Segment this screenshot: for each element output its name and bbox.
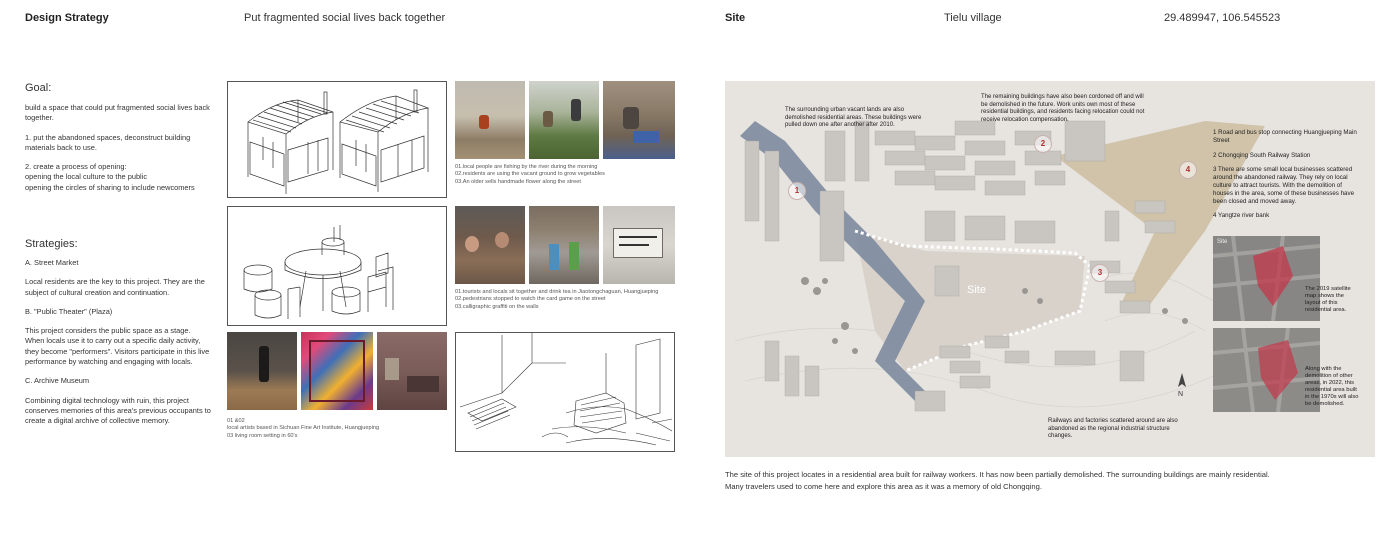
legend-item-3: 3 There are some small local businesses scattered around the abandoned railway. They rely on local culture to attract tourists. With the demolition of houses in the area, some of these businesses have been closed and moved away. — [1213, 166, 1355, 205]
photo-card-game — [529, 206, 599, 284]
satellite-2019-illustration — [1213, 236, 1320, 321]
satellite-map-2022 — [1213, 328, 1320, 412]
photo-row-1 — [455, 81, 675, 159]
site-description: The site of this project locates in a residential area built for railway workers. It has now been partially demolished. The surrounding buildings are mainly residential. Many travelers used to come here and explore this area as it was a memory of old Chongqing. — [725, 470, 1270, 491]
page-title-design-strategy: Design Strategy — [25, 12, 109, 24]
strategies-section — [25, 238, 211, 427]
map-marker-3: 3 — [1091, 264, 1109, 282]
photo-living-room — [377, 332, 447, 410]
annotation-vacant-lands: The surrounding urban vacant lands are also demolished residential areas. These buildings were pulled down one after another after 2010. — [785, 107, 922, 129]
site-label: Site — [967, 284, 986, 296]
caption-row-3 — [227, 418, 449, 440]
page-subtitle: Put fragmented social lives back together — [244, 12, 446, 24]
caption-line: 03.calligraphic graffiti on the walls — [455, 303, 539, 310]
map-marker-2: 2 — [1034, 135, 1052, 153]
caption-line: local artists based in Sichuan Fine Art Institute, Huangjueping — [227, 425, 380, 432]
legend-item-4: 4 Yangtze river bank — [1213, 212, 1270, 220]
street-market-drawing — [227, 81, 447, 198]
photo-artist — [227, 332, 297, 410]
satellite-site-label: Site — [1217, 239, 1228, 245]
caption-row-1 — [455, 164, 677, 186]
annotation-railways: Railways and factories scattered around are also abandoned as the regional industrial structure changes. — [1048, 418, 1178, 440]
market-canopy-illustration — [228, 82, 447, 198]
satellite-map-2019 — [1213, 236, 1320, 321]
legend-item-1: 1 Road and bus stop connecting Huangjueping Main Street — [1213, 129, 1357, 144]
legend-item-2: 2 Chongqing South Railway Station — [1213, 151, 1311, 159]
strategy-a-title: A. Street Market — [25, 258, 79, 267]
caption-line: 01.tourists and locals sit together and drink tea in Jiaotongchaguan, Huangjueping — [455, 289, 659, 295]
site-place-name: Tielu village — [944, 12, 1002, 24]
map-marker-4: 4 — [1179, 161, 1197, 179]
photo-row-2 — [455, 206, 675, 284]
strategy-a-text: Local residents are the key to this project. They are the subject of cultural creation and continuation. — [25, 277, 205, 297]
caption-row-2 — [455, 289, 677, 311]
photo-graffiti — [603, 206, 675, 284]
caption-line: 03 living room setting in 60's — [227, 432, 298, 439]
photo-flower-seller — [603, 81, 675, 159]
north-arrow-icon — [1177, 373, 1187, 389]
caption-line: 01.local people are fishing by the river during the morning — [455, 164, 598, 170]
caption-line: 02.pedestrians stopped to watch the card game on the street — [455, 296, 606, 303]
strategy-c-title: C. Archive Museum — [25, 376, 90, 386]
photo-tea-house — [455, 206, 525, 284]
public-theater-drawing — [227, 206, 447, 326]
strategy-b-text: This project considers the public space as a stage. When locals use it to carry out a specific daily activity, they become "performers". Visitors participate in this live performance by watching and engaging with locals. — [25, 326, 210, 367]
goal-heading: Goal: — [25, 82, 52, 94]
strategy-c-text: Combining digital technology with ruin, this project conserves memories of this area's previous occupants to create a digital archive of collective memory. — [25, 395, 211, 426]
satellite-2022-illustration — [1213, 328, 1320, 412]
strategy-b-title: B. "Public Theater" (Plaza) — [25, 306, 113, 316]
north-arrow-label: N — [1178, 391, 1184, 398]
photo-fishing — [455, 81, 525, 159]
map-legend — [1213, 129, 1363, 227]
photo-colorful-installation — [301, 332, 373, 410]
caption-line: 03.An older sells handmade flower along the street — [455, 178, 581, 185]
goal-paragraph-1: build a space that could put fragmented social lives back together. — [25, 103, 210, 123]
ruin-archive-illustration — [456, 333, 675, 452]
site-coordinates: 29.489947, 106.545523 — [1164, 12, 1281, 24]
archive-museum-drawing — [455, 332, 675, 452]
annotation-remaining-buildings: The remaining buildings have also been cordoned off and will be demolished in the future. Work units own most of these residential buildings, and residents facing relocation could not receive relocation compensation. — [981, 94, 1145, 123]
goal-paragraph-3-line-2: opening the circles of sharing to include newcomers — [25, 182, 195, 192]
site-map — [725, 81, 1375, 457]
map-marker-1: 1 — [788, 182, 806, 200]
page-title-site: Site — [725, 12, 746, 24]
goal-paragraph-3-title: 2. create a process of opening: — [25, 162, 127, 172]
goal-paragraph-2: 1. put the abandoned spaces, deconstruct building materials back to use. — [25, 132, 191, 152]
satellite-2019-caption: The 2019 satellite map shows the layout of this residential area. — [1305, 286, 1351, 313]
caption-line: 02.residents are using the vacant ground to grow vegetables — [455, 171, 605, 178]
caption-line: 01 &02 — [227, 418, 245, 424]
goal-section — [25, 82, 211, 193]
goal-paragraph-3-line-1: opening the local culture to the public — [25, 172, 148, 182]
photo-vegetables — [529, 81, 599, 159]
satellite-2022-caption: Along with the demolition of other areas, in 2022, this residential area built in the 1970s will also be demolished. — [1305, 366, 1359, 407]
tea-table-illustration — [228, 207, 447, 326]
photo-row-3 — [227, 332, 447, 410]
strategies-heading: Strategies: — [25, 238, 78, 250]
